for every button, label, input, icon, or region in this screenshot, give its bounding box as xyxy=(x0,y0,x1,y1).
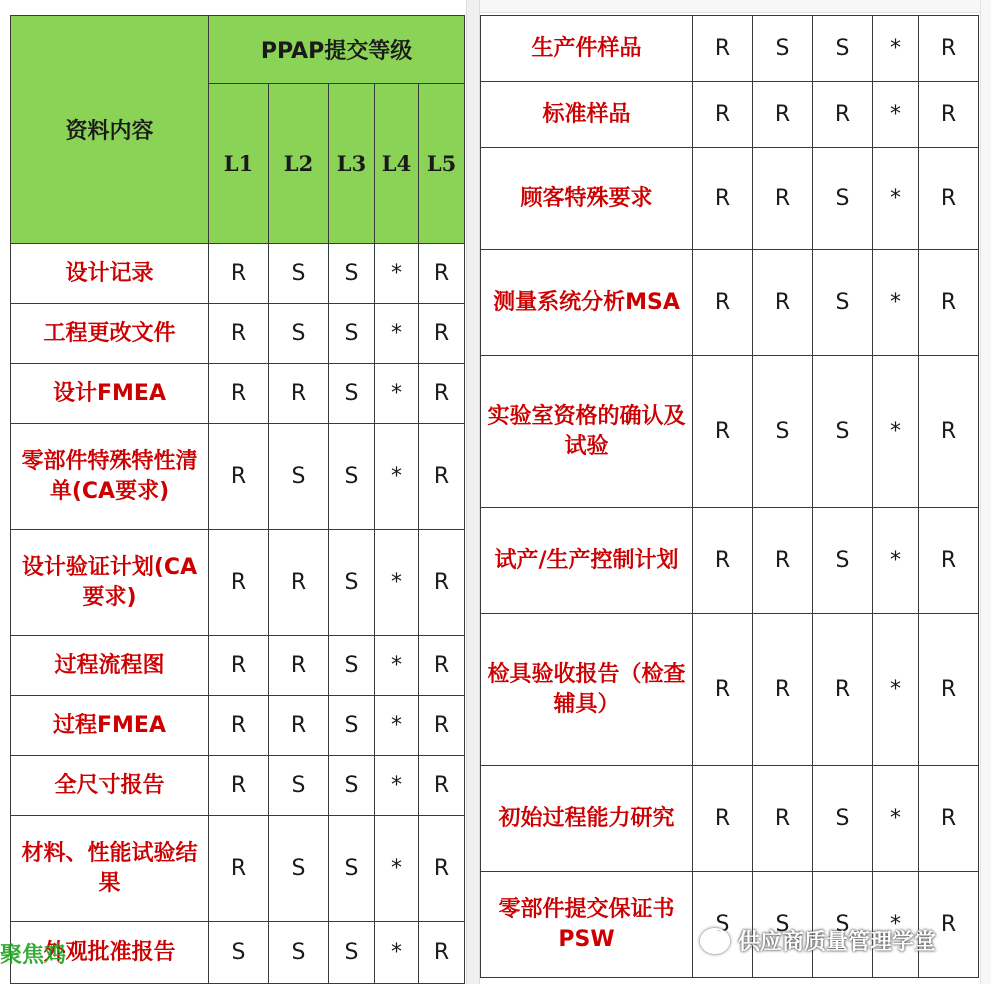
level-value: S xyxy=(329,696,375,756)
table-row xyxy=(11,696,465,756)
level-value: R xyxy=(813,82,873,148)
level-value: S xyxy=(813,766,873,872)
level-value: S xyxy=(329,304,375,364)
level-value: * xyxy=(375,244,419,304)
wechat-icon xyxy=(700,928,730,954)
table-row xyxy=(481,82,979,148)
level-value: R xyxy=(209,530,269,636)
level-value: R xyxy=(919,872,979,978)
page-divider xyxy=(466,0,480,984)
table-row xyxy=(11,304,465,364)
level-value: R xyxy=(693,82,753,148)
level-value: * xyxy=(873,82,919,148)
level-value: S xyxy=(209,922,269,984)
level-value: R xyxy=(753,250,813,356)
row-label: 零部件提交保证书PSW xyxy=(481,872,693,978)
row-label: 材料、性能试验结果 xyxy=(11,816,209,922)
table-row xyxy=(11,816,465,922)
level-header-l2: L2 xyxy=(269,84,329,244)
content-column-header: 资料内容 xyxy=(11,16,209,244)
table-row xyxy=(481,508,979,614)
level-value: R xyxy=(693,766,753,872)
table-row xyxy=(11,922,465,984)
level-value: S xyxy=(269,756,329,816)
table-row xyxy=(481,16,979,82)
level-value: R xyxy=(269,364,329,424)
level-value: S xyxy=(329,756,375,816)
level-value: * xyxy=(873,508,919,614)
level-value: * xyxy=(375,922,419,984)
table-row xyxy=(481,614,979,766)
window-top-bar xyxy=(478,0,986,13)
level-value: R xyxy=(919,82,979,148)
row-label: 试产/生产控制计划 xyxy=(481,508,693,614)
level-header-l4: L4 xyxy=(375,84,419,244)
window-right-bar xyxy=(980,0,991,984)
table-row xyxy=(11,636,465,696)
level-value: R xyxy=(209,696,269,756)
level-header-l5: L5 xyxy=(419,84,465,244)
level-value: R xyxy=(419,304,465,364)
level-value: R xyxy=(419,244,465,304)
level-value: R xyxy=(419,756,465,816)
level-value: * xyxy=(375,364,419,424)
level-value: R xyxy=(209,424,269,530)
level-value: R xyxy=(419,816,465,922)
table-row xyxy=(11,424,465,530)
table-row xyxy=(481,250,979,356)
level-value: R xyxy=(919,614,979,766)
level-value: S xyxy=(329,424,375,530)
level-value: S xyxy=(813,508,873,614)
level-value: * xyxy=(873,872,919,978)
table-row xyxy=(11,244,465,304)
level-value: R xyxy=(753,508,813,614)
watermark-right xyxy=(700,925,936,956)
level-value: S xyxy=(329,364,375,424)
level-value: R xyxy=(209,816,269,922)
level-value: S xyxy=(753,16,813,82)
level-value: * xyxy=(873,16,919,82)
level-value: S xyxy=(693,872,753,978)
level-value: * xyxy=(873,148,919,250)
ppap-table-right xyxy=(480,15,979,978)
level-value: * xyxy=(375,756,419,816)
level-value: R xyxy=(269,696,329,756)
row-label: 标准样品 xyxy=(481,82,693,148)
level-value: S xyxy=(813,872,873,978)
table-row xyxy=(11,756,465,816)
level-value: * xyxy=(375,530,419,636)
level-value: S xyxy=(329,922,375,984)
level-value: R xyxy=(419,530,465,636)
watermark-right-text: 供应商质量管理学堂 xyxy=(738,930,937,955)
level-value: R xyxy=(919,148,979,250)
level-value: R xyxy=(693,356,753,508)
row-label: 实验室资格的确认及试验 xyxy=(481,356,693,508)
level-value: S xyxy=(329,244,375,304)
watermark-left: 聚焦鸡 xyxy=(0,943,67,968)
row-label: 测量系统分析MSA xyxy=(481,250,693,356)
level-value: R xyxy=(693,614,753,766)
level-value: R xyxy=(813,614,873,766)
level-value: S xyxy=(329,816,375,922)
level-value: R xyxy=(209,756,269,816)
level-value: R xyxy=(209,636,269,696)
level-value: * xyxy=(375,696,419,756)
row-label: 设计FMEA xyxy=(11,364,209,424)
table-row xyxy=(481,356,979,508)
row-label: 过程流程图 xyxy=(11,636,209,696)
level-header-l3: L3 xyxy=(329,84,375,244)
level-value: R xyxy=(753,766,813,872)
level-value: * xyxy=(375,816,419,922)
level-value: S xyxy=(753,356,813,508)
level-value: R xyxy=(693,250,753,356)
level-value: S xyxy=(753,872,813,978)
row-label: 检具验收报告（检查辅具） xyxy=(481,614,693,766)
level-value: R xyxy=(753,82,813,148)
level-value: R xyxy=(693,148,753,250)
row-label: 工程更改文件 xyxy=(11,304,209,364)
level-value: R xyxy=(753,614,813,766)
row-label: 外观批准报告 xyxy=(11,922,209,984)
level-value: R xyxy=(209,244,269,304)
level-value: S xyxy=(269,304,329,364)
level-value: S xyxy=(269,244,329,304)
table-row xyxy=(481,766,979,872)
level-value: R xyxy=(419,696,465,756)
level-value: * xyxy=(873,766,919,872)
ppap-table-left xyxy=(10,15,465,984)
level-value: R xyxy=(419,636,465,696)
level-value: S xyxy=(269,922,329,984)
table-row xyxy=(481,148,979,250)
level-value: * xyxy=(375,636,419,696)
level-value: R xyxy=(693,508,753,614)
level-value: R xyxy=(269,530,329,636)
row-label: 设计验证计划(CA要求) xyxy=(11,530,209,636)
level-value: R xyxy=(919,356,979,508)
level-value: R xyxy=(693,16,753,82)
level-value: R xyxy=(209,364,269,424)
level-value: * xyxy=(375,424,419,530)
level-value: R xyxy=(209,304,269,364)
row-label: 初始过程能力研究 xyxy=(481,766,693,872)
level-value: * xyxy=(873,356,919,508)
level-value: R xyxy=(269,636,329,696)
level-value: R xyxy=(753,148,813,250)
level-value: * xyxy=(873,250,919,356)
level-value: R xyxy=(919,508,979,614)
level-value: S xyxy=(269,816,329,922)
row-label: 顾客特殊要求 xyxy=(481,148,693,250)
level-value: R xyxy=(419,364,465,424)
level-header-l1: L1 xyxy=(209,84,269,244)
row-label: 生产件样品 xyxy=(481,16,693,82)
level-value: S xyxy=(813,250,873,356)
level-value: * xyxy=(873,614,919,766)
level-value: R xyxy=(419,424,465,530)
row-label: 过程FMEA xyxy=(11,696,209,756)
ppap-level-group-header: PPAP提交等级 xyxy=(209,16,465,84)
level-value: S xyxy=(813,356,873,508)
row-label: 全尺寸报告 xyxy=(11,756,209,816)
level-value: R xyxy=(919,766,979,872)
level-value: R xyxy=(919,16,979,82)
level-value: S xyxy=(813,16,873,82)
row-label: 零部件特殊特性清单(CA要求) xyxy=(11,424,209,530)
level-value: S xyxy=(813,148,873,250)
table-row xyxy=(11,364,465,424)
level-value: * xyxy=(375,304,419,364)
level-value: S xyxy=(329,530,375,636)
level-value: S xyxy=(329,636,375,696)
row-label: 设计记录 xyxy=(11,244,209,304)
level-value: R xyxy=(419,922,465,984)
table-row xyxy=(11,530,465,636)
level-value: R xyxy=(919,250,979,356)
level-value: S xyxy=(269,424,329,530)
